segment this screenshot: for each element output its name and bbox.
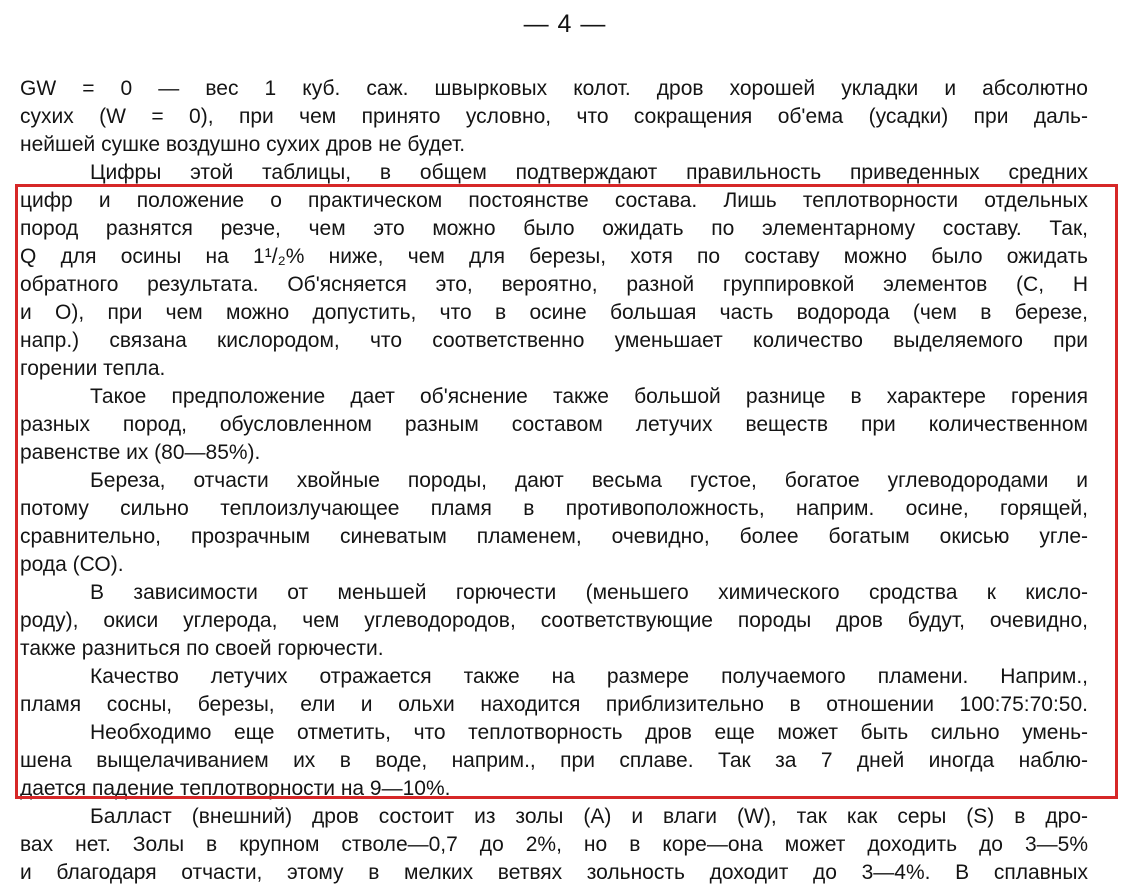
text-line: потому сильно теплоизлучающее пламя в противоположность, наприм. осине, горящей, — [20, 497, 1088, 520]
text-line: Q для осины на 1¹/₂% ниже, чем для березы, хотя по составу можно было ожидать — [20, 245, 1088, 268]
text-line: Такое предположение дает об'яснение также большой разнице в характере горения — [90, 385, 1088, 408]
text-line: разных пород, обусловленном разным составом летучих веществ при количественном — [20, 413, 1088, 436]
text-line: сухих (W = 0), при чем принято условно, что сокращения об'ема (усадки) при даль- — [20, 105, 1088, 128]
text-line: напр.) связана кислородом, что соответственно уменьшает количество выделяемого при — [20, 329, 1088, 352]
text-line: обратного результата. Об'ясняется это, вероятно, разной группировкой элементов (С, Н — [20, 273, 1088, 296]
text-line: Необходимо еще отметить, что теплотворность дров еще может быть сильно умень- — [90, 721, 1088, 744]
text-line: также разниться по своей горючести. — [20, 637, 384, 660]
text-line: горении тепла. — [20, 357, 166, 380]
text-line: Береза, отчасти хвойные породы, дают весьма густое, богатое углеводородами и — [90, 469, 1088, 492]
text-line: роду), окиси углерода, чем углеводородов, соответствующие породы дров будут, очевидно, — [20, 609, 1088, 632]
text-line: нейшей сушке воздушно сухих дров не будет. — [20, 133, 466, 156]
text-line: Балласт (внешний) дров состоит из золы (А) и влаги (W), так как серы (S) в дро- — [90, 805, 1088, 828]
text-line: дается падение теплотворности на 9—10%. — [20, 777, 451, 800]
text-line: пламя сосны, березы, ели и ольхи находится приблизительно в отношении 100:75:70:50. — [20, 693, 1088, 716]
text-line: равенстве их (80—85%). — [20, 441, 261, 464]
text-line: В зависимости от меньшей горючести (меньшего химического сродства к кисло- — [90, 581, 1088, 604]
text-line: сравнительно, прозрачным синеватым пламенем, очевидно, более богатым окисью угле- — [20, 525, 1088, 548]
text-line: шена выщелачиванием их в воде, наприм., при сплаве. Так за 7 дней иногда наблю- — [20, 749, 1088, 772]
text-line: рода (СО). — [20, 553, 124, 576]
text-line: цифр и положение о практическом постоянстве состава. Лишь теплотворности отдельных — [20, 189, 1088, 212]
text-line: пород разнятся резче, чем это можно было ожидать по элементарному составу. Так, — [20, 217, 1088, 240]
text-line: вах нет. Золы в крупном стволе—0,7 до 2%, но в коре—она может доходить до 3—5% — [20, 833, 1088, 856]
text-line: Качество летучих отражается также на размере получаемого пламени. Наприм., — [90, 665, 1088, 688]
page-number: — 4 — — [523, 10, 607, 38]
text-line: и благодаря отчасти, этому в мелких ветвях зольность доходит до 3—4%. В сплавных — [20, 861, 1088, 884]
text-line: Цифры этой таблицы, в общем подтверждают правильность приведенных средних — [90, 161, 1088, 184]
text-line: и О), при чем можно допустить, что в осине большая часть водорода (чем в березе, — [20, 301, 1088, 324]
text-line: GW = 0 — вес 1 куб. саж. швырковых колот. дров хорошей укладки и абсолютно — [20, 77, 1088, 100]
